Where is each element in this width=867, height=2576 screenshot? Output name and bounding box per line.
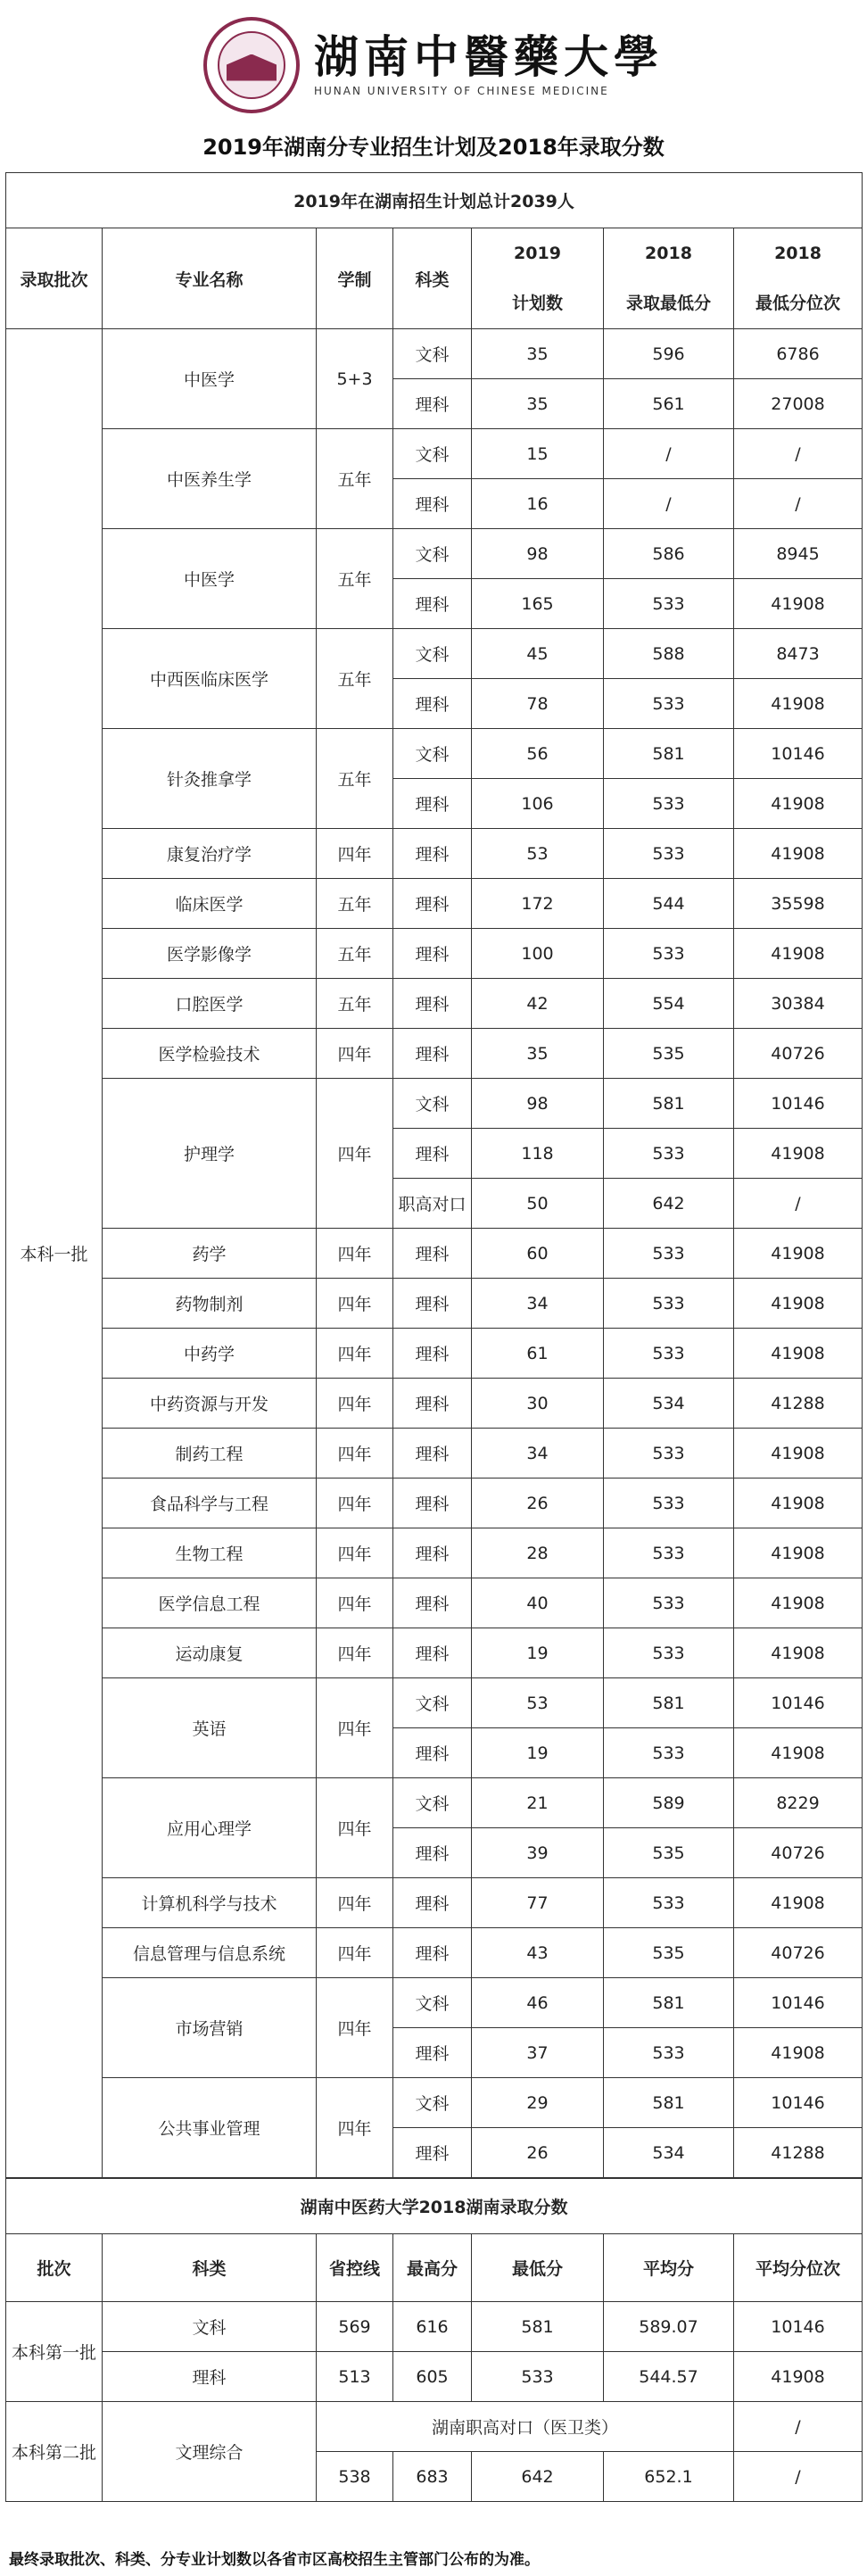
min-score: 588 xyxy=(604,629,734,679)
min-score: 533 xyxy=(604,1479,734,1528)
score-batch2-subject: 文理综合 xyxy=(103,2402,317,2502)
table-row xyxy=(6,329,863,379)
university-name-cn: 湖南中醫藥大學 xyxy=(314,30,664,83)
min-rank: / xyxy=(734,1179,863,1229)
major-duration: 四年 xyxy=(317,1479,393,1528)
min-rank: 41908 xyxy=(734,1728,863,1778)
major-duration: 四年 xyxy=(317,1978,393,2078)
subject-type: 职高对口 xyxy=(393,1179,472,1229)
min-score: 535 xyxy=(604,1928,734,1978)
min-rank: 41908 xyxy=(734,579,863,629)
subject-type: 文科 xyxy=(393,1678,472,1728)
min-score: 535 xyxy=(604,1029,734,1079)
plan-count: 40 xyxy=(472,1578,604,1628)
min-rank: 41908 xyxy=(734,929,863,979)
min-rank: 41908 xyxy=(734,1628,863,1678)
table-row xyxy=(6,2402,863,2452)
min-score: 533 xyxy=(604,1728,734,1778)
plan-count: 50 xyxy=(472,1179,604,1229)
min-rank: 40726 xyxy=(734,1928,863,1978)
plan-table-banner: 2019年在湖南招生计划总计2039人 xyxy=(6,173,863,228)
min-score: 554 xyxy=(604,979,734,1029)
table-row xyxy=(6,429,863,479)
table-row xyxy=(6,2078,863,2128)
min-score: 533 xyxy=(604,2028,734,2078)
plan-count: 78 xyxy=(472,679,604,729)
major-name: 药物制剂 xyxy=(103,1279,317,1329)
score-avg: 589.07 xyxy=(604,2302,734,2352)
major-name: 中医学 xyxy=(103,529,317,629)
subject-type: 理科 xyxy=(393,979,472,1029)
subject-type: 理科 xyxy=(393,1229,472,1279)
plan-count: 28 xyxy=(472,1528,604,1578)
score-subject: 理科 xyxy=(103,2352,317,2402)
subject-type: 理科 xyxy=(393,1578,472,1628)
min-score: 533 xyxy=(604,1329,734,1379)
table-row xyxy=(6,1628,863,1678)
score-table-header xyxy=(6,2234,863,2302)
major-duration: 四年 xyxy=(317,1279,393,1329)
major-duration: 四年 xyxy=(317,1778,393,1878)
major-duration: 5+3 xyxy=(317,329,393,429)
plan-count: 29 xyxy=(472,2078,604,2128)
plan-count: 60 xyxy=(472,1229,604,1279)
score-max: 616 xyxy=(393,2302,472,2352)
plan-count: 77 xyxy=(472,1878,604,1928)
plan-count: 61 xyxy=(472,1329,604,1379)
plan-count: 100 xyxy=(472,929,604,979)
major-name: 中药学 xyxy=(103,1329,317,1379)
table-row xyxy=(6,1329,863,1379)
major-name: 康复治疗学 xyxy=(103,829,317,879)
table-row xyxy=(6,1479,863,1528)
major-duration: 四年 xyxy=(317,1578,393,1628)
subject-type: 理科 xyxy=(393,1479,472,1528)
university-seal-logo xyxy=(203,17,300,113)
plan-count: 19 xyxy=(472,1628,604,1678)
plan-count: 26 xyxy=(472,1479,604,1528)
min-score: 544 xyxy=(604,879,734,929)
min-score: / xyxy=(604,429,734,479)
major-duration: 五年 xyxy=(317,879,393,929)
min-rank: 40726 xyxy=(734,1828,863,1878)
plan-count: 106 xyxy=(472,779,604,829)
subject-type: 理科 xyxy=(393,1728,472,1778)
score-avg: 544.57 xyxy=(604,2352,734,2402)
subject-type: 理科 xyxy=(393,1029,472,1079)
subject-type: 文科 xyxy=(393,2078,472,2128)
min-score: 589 xyxy=(604,1778,734,1828)
subject-type: 理科 xyxy=(393,1828,472,1878)
plan-table xyxy=(5,172,863,2178)
major-duration: 四年 xyxy=(317,1928,393,1978)
min-rank: 41908 xyxy=(734,1129,863,1179)
min-rank: 8473 xyxy=(734,629,863,679)
subject-type: 理科 xyxy=(393,1379,472,1429)
subject-type: 理科 xyxy=(393,1279,472,1329)
plan-count: 35 xyxy=(472,329,604,379)
table-row xyxy=(6,1528,863,1578)
plan-count: 42 xyxy=(472,979,604,1029)
plan-count: 34 xyxy=(472,1279,604,1329)
score-avg-rank: / xyxy=(734,2452,863,2502)
footer-note: 最终录取批次、科类、分专业计划数以各省市区高校招生主管部门公布的为准。 xyxy=(9,2551,540,2569)
major-duration: 五年 xyxy=(317,929,393,979)
table-row xyxy=(6,2352,863,2402)
plan-count: 21 xyxy=(472,1778,604,1828)
min-score: 533 xyxy=(604,1878,734,1928)
major-name: 生物工程 xyxy=(103,1528,317,1578)
score-control: 513 xyxy=(317,2352,393,2402)
plan-count: 34 xyxy=(472,1429,604,1479)
min-score: 533 xyxy=(604,1578,734,1628)
subject-type: 理科 xyxy=(393,829,472,879)
min-rank: 41908 xyxy=(734,1279,863,1329)
plan-count: 30 xyxy=(472,1379,604,1429)
plan-count: 35 xyxy=(472,379,604,429)
plan-count: 172 xyxy=(472,879,604,929)
min-score: 596 xyxy=(604,329,734,379)
min-score: 561 xyxy=(604,379,734,429)
subject-type: 理科 xyxy=(393,1628,472,1678)
min-rank: 27008 xyxy=(734,379,863,429)
table-row xyxy=(6,529,863,579)
major-duration: 四年 xyxy=(317,1878,393,1928)
table-row xyxy=(6,1429,863,1479)
major-duration: 五年 xyxy=(317,729,393,829)
score-header-avg: 平均分 xyxy=(604,2234,734,2302)
major-name: 英语 xyxy=(103,1678,317,1778)
subject-type: 文科 xyxy=(393,329,472,379)
min-rank: 8945 xyxy=(734,529,863,579)
score-batch2-note-rank: / xyxy=(734,2402,863,2452)
header-duration: 学制 xyxy=(317,228,393,329)
table-row xyxy=(6,2302,863,2352)
subject-type: 理科 xyxy=(393,579,472,629)
plan-count: 39 xyxy=(472,1828,604,1878)
score-header-min: 最低分 xyxy=(472,2234,604,2302)
min-score: 581 xyxy=(604,1978,734,2028)
subject-type: 文科 xyxy=(393,1978,472,2028)
min-rank: 10146 xyxy=(734,1978,863,2028)
min-rank: 41908 xyxy=(734,1229,863,1279)
document-title: 2019年湖南分专业招生计划及2018年录取分数 xyxy=(202,135,665,160)
major-name: 针灸推拿学 xyxy=(103,729,317,829)
table-row xyxy=(6,629,863,679)
score-header-subject: 科类 xyxy=(103,2234,317,2302)
min-score: 533 xyxy=(604,829,734,879)
table-row xyxy=(6,1379,863,1429)
major-duration: 四年 xyxy=(317,1678,393,1778)
university-name-en: HUNAN UNIVERSITY OF CHINESE MEDICINE xyxy=(314,85,609,97)
subject-type: 文科 xyxy=(393,729,472,779)
subject-type: 文科 xyxy=(393,1079,472,1129)
score-max: 683 xyxy=(393,2452,472,2502)
min-score: 534 xyxy=(604,2128,734,2178)
major-duration: 五年 xyxy=(317,529,393,629)
table-row xyxy=(6,1778,863,1828)
major-name: 医学信息工程 xyxy=(103,1578,317,1628)
score-control: 569 xyxy=(317,2302,393,2352)
major-name: 药学 xyxy=(103,1229,317,1279)
min-score: 533 xyxy=(604,1528,734,1578)
plan-count: 98 xyxy=(472,529,604,579)
min-score: 642 xyxy=(604,1179,734,1229)
score-batch2-name: 本科第二批 xyxy=(6,2402,103,2502)
score-batch2-note: 湖南职高对口（医卫类） xyxy=(317,2402,734,2452)
plan-count: 46 xyxy=(472,1978,604,2028)
min-rank: 10146 xyxy=(734,1079,863,1129)
table-row xyxy=(6,1029,863,1079)
subject-type: 理科 xyxy=(393,2128,472,2178)
table-row xyxy=(6,1978,863,2028)
min-score: 581 xyxy=(604,1079,734,1129)
table-row xyxy=(6,1578,863,1628)
min-score: 533 xyxy=(604,1628,734,1678)
min-rank: / xyxy=(734,479,863,529)
table-row xyxy=(6,1878,863,1928)
major-name: 医学影像学 xyxy=(103,929,317,979)
major-name: 中药资源与开发 xyxy=(103,1379,317,1429)
min-score: 533 xyxy=(604,1129,734,1179)
min-rank: 41908 xyxy=(734,829,863,879)
plan-count: 98 xyxy=(472,1079,604,1129)
plan-count: 165 xyxy=(472,579,604,629)
plan-count: 56 xyxy=(472,729,604,779)
plan-table-header xyxy=(6,228,863,329)
major-name: 中医养生学 xyxy=(103,429,317,529)
major-duration: 四年 xyxy=(317,1528,393,1578)
min-rank: 10146 xyxy=(734,2078,863,2128)
subject-type: 文科 xyxy=(393,429,472,479)
plan-count: 16 xyxy=(472,479,604,529)
score-header-max: 最高分 xyxy=(393,2234,472,2302)
table-row xyxy=(6,729,863,779)
major-duration: 五年 xyxy=(317,979,393,1029)
major-name: 制药工程 xyxy=(103,1429,317,1479)
plan-count: 53 xyxy=(472,829,604,879)
min-rank: 41908 xyxy=(734,1429,863,1479)
min-rank: 41908 xyxy=(734,1878,863,1928)
min-rank: 41908 xyxy=(734,679,863,729)
min-score: 534 xyxy=(604,1379,734,1429)
major-duration: 五年 xyxy=(317,629,393,729)
min-score: 533 xyxy=(604,1279,734,1329)
subject-type: 理科 xyxy=(393,1129,472,1179)
subject-type: 理科 xyxy=(393,1928,472,1978)
table-row xyxy=(6,1928,863,1978)
score-min: 581 xyxy=(472,2302,604,2352)
score-min: 642 xyxy=(472,2452,604,2502)
min-score: 533 xyxy=(604,1229,734,1279)
min-score: 581 xyxy=(604,1678,734,1728)
subject-type: 理科 xyxy=(393,779,472,829)
score-batch1-name: 本科第一批 xyxy=(6,2302,103,2402)
header-plan: 2019 计划数 xyxy=(472,228,604,329)
major-duration: 四年 xyxy=(317,2078,393,2178)
subject-type: 理科 xyxy=(393,879,472,929)
plan-count: 15 xyxy=(472,429,604,479)
major-name: 市场营销 xyxy=(103,1978,317,2078)
major-name: 信息管理与信息系统 xyxy=(103,1928,317,1978)
score-max: 605 xyxy=(393,2352,472,2402)
plan-count: 53 xyxy=(472,1678,604,1728)
min-score: 533 xyxy=(604,1429,734,1479)
plan-count: 37 xyxy=(472,2028,604,2078)
min-rank: 41908 xyxy=(734,1578,863,1628)
subject-type: 理科 xyxy=(393,1878,472,1928)
min-rank: 41908 xyxy=(734,1479,863,1528)
subject-type: 理科 xyxy=(393,679,472,729)
min-rank: 41288 xyxy=(734,2128,863,2178)
min-rank: 41288 xyxy=(734,1379,863,1429)
min-rank: 30384 xyxy=(734,979,863,1029)
subject-type: 文科 xyxy=(393,629,472,679)
subject-type: 理科 xyxy=(393,2028,472,2078)
subject-type: 文科 xyxy=(393,529,472,579)
min-score: 533 xyxy=(604,929,734,979)
plan-count: 35 xyxy=(472,1029,604,1079)
plan-count: 43 xyxy=(472,1928,604,1978)
major-name: 食品科学与工程 xyxy=(103,1479,317,1528)
min-rank: 35598 xyxy=(734,879,863,929)
plan-count: 26 xyxy=(472,2128,604,2178)
table-row xyxy=(6,929,863,979)
plan-count: 45 xyxy=(472,629,604,679)
min-rank: 41908 xyxy=(734,779,863,829)
score-avg-rank: 41908 xyxy=(734,2352,863,2402)
min-rank: 41908 xyxy=(734,1528,863,1578)
min-rank: 10146 xyxy=(734,1678,863,1728)
min-rank: 6786 xyxy=(734,329,863,379)
major-name: 医学检验技术 xyxy=(103,1029,317,1079)
table-row xyxy=(6,1279,863,1329)
min-score: 533 xyxy=(604,579,734,629)
page-header xyxy=(0,0,867,129)
major-duration: 四年 xyxy=(317,1329,393,1379)
table-row xyxy=(6,979,863,1029)
header-min-rank: 2018 最低分位次 xyxy=(734,228,863,329)
major-name: 临床医学 xyxy=(103,879,317,929)
min-score: 533 xyxy=(604,779,734,829)
major-name: 应用心理学 xyxy=(103,1778,317,1878)
header-min-score: 2018 录取最低分 xyxy=(604,228,734,329)
score-header-batch: 批次 xyxy=(6,2234,103,2302)
subject-type: 理科 xyxy=(393,929,472,979)
plan-count: 118 xyxy=(472,1129,604,1179)
major-name: 中医学 xyxy=(103,329,317,429)
score-min: 533 xyxy=(472,2352,604,2402)
major-name: 护理学 xyxy=(103,1079,317,1229)
header-batch: 录取批次 xyxy=(6,228,103,329)
score-table xyxy=(5,2178,863,2502)
major-duration: 四年 xyxy=(317,1229,393,1279)
min-score: 581 xyxy=(604,2078,734,2128)
plan-count: 19 xyxy=(472,1728,604,1778)
table-row xyxy=(6,1678,863,1728)
min-rank: 40726 xyxy=(734,1029,863,1079)
major-duration: 四年 xyxy=(317,1628,393,1678)
subject-type: 理科 xyxy=(393,1528,472,1578)
table-row xyxy=(6,1079,863,1129)
major-duration: 四年 xyxy=(317,1029,393,1079)
min-score: / xyxy=(604,479,734,529)
subject-type: 理科 xyxy=(393,1429,472,1479)
subject-type: 理科 xyxy=(393,1329,472,1379)
min-rank: / xyxy=(734,429,863,479)
min-score: 586 xyxy=(604,529,734,579)
score-control: 538 xyxy=(317,2452,393,2502)
major-duration: 四年 xyxy=(317,1379,393,1429)
subject-type: 理科 xyxy=(393,479,472,529)
header-subject: 科类 xyxy=(393,228,472,329)
table-row xyxy=(6,879,863,929)
min-rank: 10146 xyxy=(734,729,863,779)
min-rank: 8229 xyxy=(734,1778,863,1828)
score-avg: 652.1 xyxy=(604,2452,734,2502)
major-name: 口腔医学 xyxy=(103,979,317,1029)
batch-cell: 本科一批 xyxy=(6,329,103,2178)
major-name: 计算机科学与技术 xyxy=(103,1878,317,1928)
header-major: 专业名称 xyxy=(103,228,317,329)
score-header-avg-rank: 平均分位次 xyxy=(734,2234,863,2302)
min-score: 533 xyxy=(604,679,734,729)
min-score: 581 xyxy=(604,729,734,779)
major-name: 运动康复 xyxy=(103,1628,317,1678)
table-row xyxy=(6,1229,863,1279)
major-name: 中西医临床医学 xyxy=(103,629,317,729)
score-avg-rank: 10146 xyxy=(734,2302,863,2352)
major-duration: 四年 xyxy=(317,1429,393,1479)
major-name: 公共事业管理 xyxy=(103,2078,317,2178)
subject-type: 理科 xyxy=(393,379,472,429)
score-table-banner: 湖南中医药大学2018湖南录取分数 xyxy=(6,2179,863,2234)
major-duration: 四年 xyxy=(317,829,393,879)
subject-type: 文科 xyxy=(393,1778,472,1828)
major-duration: 四年 xyxy=(317,1079,393,1229)
min-rank: 41908 xyxy=(734,2028,863,2078)
university-brand xyxy=(314,32,664,97)
min-score: 535 xyxy=(604,1828,734,1878)
score-header-control: 省控线 xyxy=(317,2234,393,2302)
table-row xyxy=(6,829,863,879)
major-duration: 五年 xyxy=(317,429,393,529)
score-subject: 文科 xyxy=(103,2302,317,2352)
min-rank: 41908 xyxy=(734,1329,863,1379)
